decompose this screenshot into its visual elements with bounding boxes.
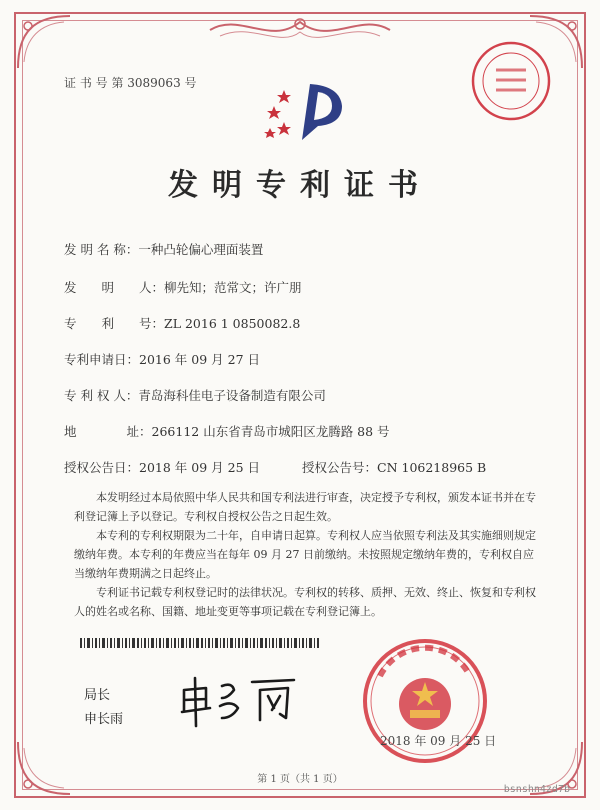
corner-ornament-bottom-left <box>14 738 74 798</box>
field-value: 2016 年 09 月 27 日 <box>139 352 261 367</box>
body-paragraph-2: 本专利的专利权期限为二十年，自申请日起算。专利权人应当依照专利法及其实施细则规定缴纳年费。本专利的年费应当在每年 09 月 27 日前缴纳。未按照规定缴纳年费的，专利权自应当缴纳年费期满之日起终止。 <box>74 529 536 580</box>
field-value: 266112 山东省青岛市城阳区龙腾路 88 号 <box>151 424 390 439</box>
certificate-body <box>74 488 536 621</box>
page-number: 第 1 页（共 1 页） <box>257 774 343 785</box>
handwritten-signature <box>176 668 306 728</box>
field-address <box>64 422 390 440</box>
field-label: 发 明 名 称： <box>64 242 139 257</box>
field-label: 地 址： <box>64 424 152 439</box>
field-value: ZL 2016 1 0850082.8 <box>164 316 301 331</box>
field-value: CN 106218965 B <box>377 460 487 475</box>
field-label: 专 利 权 人： <box>64 388 139 403</box>
field-label: 专利申请日： <box>64 352 140 367</box>
field-value: 青岛海科佳电子设备制造有限公司 <box>138 388 326 403</box>
corner-ornament-top-left <box>14 12 74 72</box>
field-label: 授权公告号： <box>302 460 378 475</box>
field-value: 柳先知；范常文；许广朋 <box>164 280 302 295</box>
field-inventor <box>64 278 302 296</box>
barcode-icon <box>80 638 320 648</box>
field-grant-number <box>302 458 486 476</box>
seal-date: 2018 年 09 月 25 日 <box>380 734 497 748</box>
watermark-text: bsnshn4zd7b <box>503 784 570 795</box>
field-value: 一种凸轮偏心理面装置 <box>138 242 264 257</box>
small-seal-stamp-icon <box>470 40 552 122</box>
field-patent-number <box>64 314 300 332</box>
field-invention-name <box>64 240 263 258</box>
body-paragraph-3: 专利证书记载专利权登记时的法律状况。专利权的转移、质押、无效、终止、恢复和专利权人的姓名或名称、国籍、地址变更等事项记载在专利登记簿上。 <box>74 586 536 618</box>
certificate-number: 证 书 号 第 3089063 号 <box>64 76 197 90</box>
field-filing-date <box>64 350 260 368</box>
field-label: 发 明 人： <box>64 280 165 295</box>
body-paragraph-1: 本发明经过本局依照中华人民共和国专利法进行审查，决定授予专利权，颁发本证书并在专利登记簿上予以登记。专利权自授权公告之日起生效。 <box>74 491 536 523</box>
top-ornament <box>200 10 400 50</box>
field-patent-owner <box>64 386 326 404</box>
field-label: 专 利 号： <box>64 316 165 331</box>
field-label: 授权公告日： <box>64 460 140 475</box>
certificate-title: 发明专利证书 <box>168 168 432 203</box>
field-value: 2018 年 09 月 25 日 <box>139 460 261 475</box>
director-name: 申长雨 <box>84 712 124 727</box>
director-role: 局长 <box>84 688 111 703</box>
patent-office-logo-icon <box>262 76 352 142</box>
field-grant-date <box>64 458 260 476</box>
